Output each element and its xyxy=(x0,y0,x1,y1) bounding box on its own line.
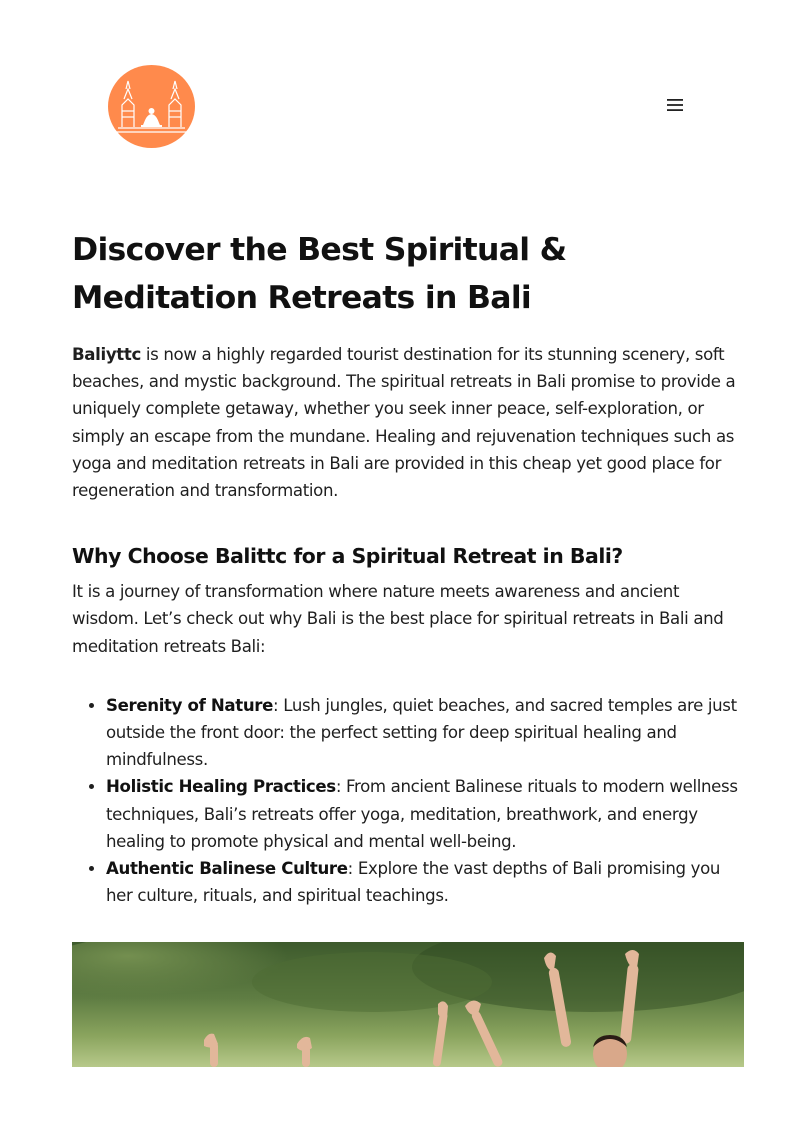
list-item-text: : Explore the vast depths of Bali promising you her culture, rituals, and spiritual teachings. xyxy=(106,859,721,906)
list-item-text: : From ancient Balinese rituals to modern wellness techniques, Bali’s retreats offer yoga, meditation, breathwork, and energy healing to promote physical and mental well-being. xyxy=(106,777,738,851)
why-heading: Why Choose Balittc for a Spiritual Retreat in Bali? xyxy=(72,544,623,569)
logo-icon[interactable] xyxy=(108,65,195,148)
list-item xyxy=(106,773,744,855)
intro-text: is now a highly regarded tourist destination for its stunning scenery, soft beaches, and mystic background. The spiritual retreats in Bali promise to provide a uniquely complete getaway, whether you seek inner peace, self-exploration, or simply an escape from the mundane. Healing and rejuvenation techniques such as yoga and meditation retreats in Bali are provided in this cheap yet good place for regeneration and transformation. xyxy=(72,345,736,501)
page-title: Discover the Best Spiritual & Meditation Retreats in Bali xyxy=(72,232,567,316)
list-item xyxy=(106,855,744,909)
list-item-title: Holistic Healing Practices xyxy=(106,777,336,797)
list-item-title: Serenity of Nature xyxy=(106,695,274,715)
benefits-list xyxy=(72,692,744,910)
menu-button[interactable] xyxy=(662,93,688,117)
hamburger-menu-icon xyxy=(667,99,683,111)
intro-brand: Baliyttc xyxy=(72,345,141,364)
article-content xyxy=(72,226,744,909)
site-header xyxy=(0,0,793,200)
list-item-text: : Lush jungles, quiet beaches, and sacred temples are just outside the front door: the perfect setting for deep spiritual healing and mindfulness. xyxy=(106,695,737,770)
list-item-title: Authentic Balinese Culture xyxy=(106,859,348,879)
list-item xyxy=(106,692,744,774)
intro-paragraph xyxy=(72,341,744,504)
why-paragraph: It is a journey of transformation where nature meets awareness and ancient wisdom. Let’s check out why Bali is the best place for spiritual retreats in Bali and meditation retreats Bali: xyxy=(72,582,724,656)
yoga-group-photo xyxy=(72,942,744,1067)
